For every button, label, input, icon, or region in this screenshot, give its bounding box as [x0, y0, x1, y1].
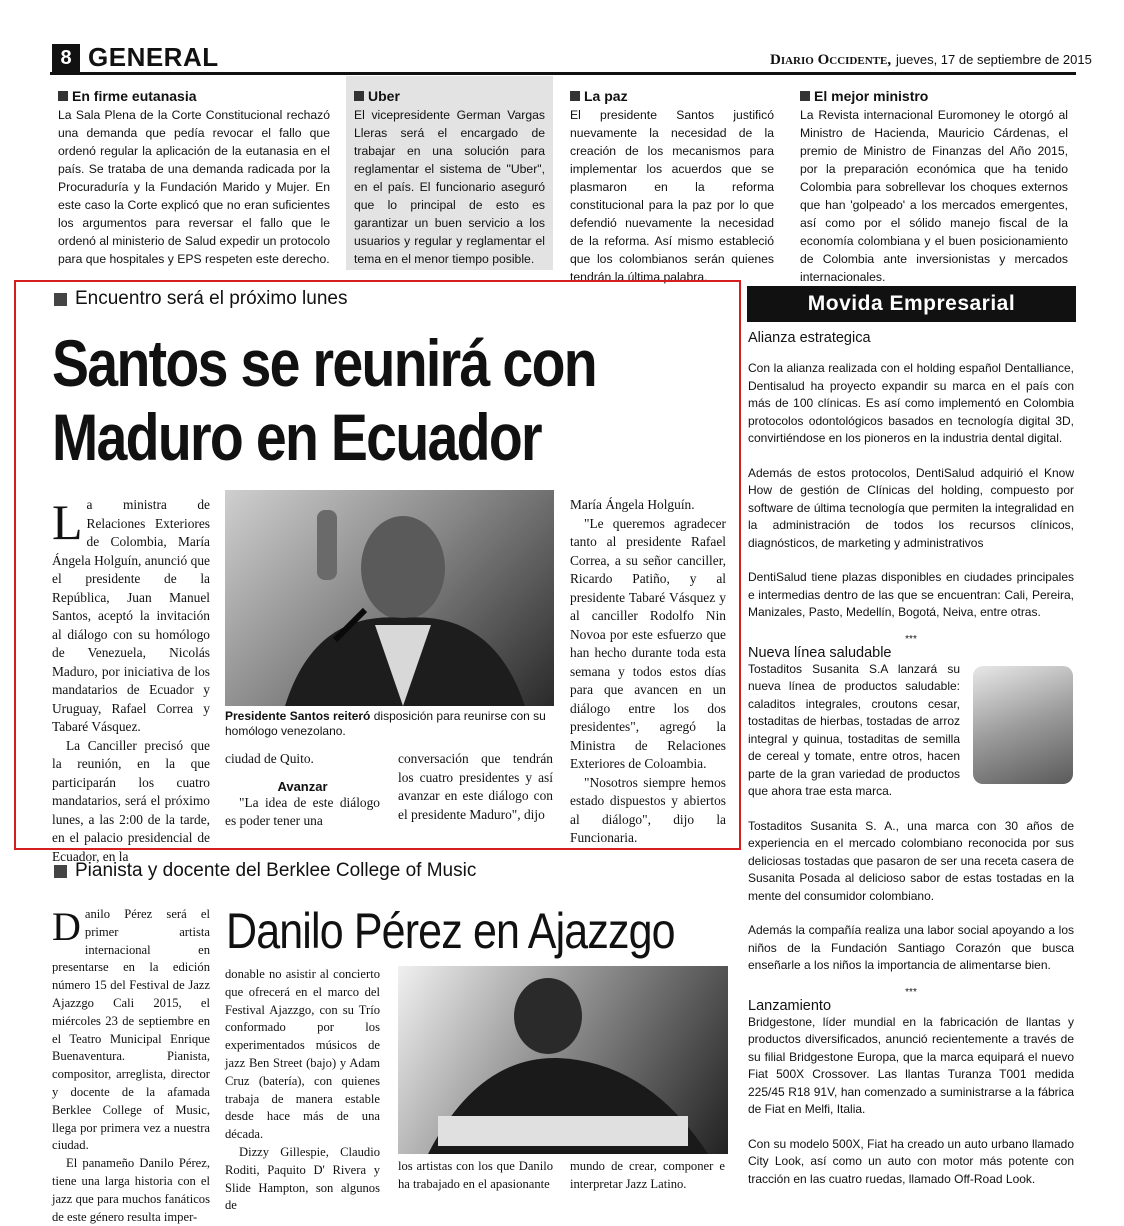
bullet-square-icon: [54, 293, 67, 306]
bullet-square-icon: [354, 91, 364, 101]
separator-stars: ***: [905, 633, 917, 645]
brief-mejor-ministro: [792, 76, 1076, 284]
bullet-square-icon: [800, 91, 810, 101]
newspaper-name: Diario Occidente,: [770, 52, 892, 68]
main-col-3: conversación que tendrán los cuatro presidentes y así avanzar en este diálogo con el presidente Maduro", dijo: [398, 751, 553, 822]
susanita-package-image: [973, 666, 1073, 784]
side-section-title: Movida Empresarial: [747, 286, 1076, 322]
brief-title: El mejor ministro: [814, 88, 929, 104]
bullet-square-icon: [570, 91, 580, 101]
side-heading: Nueva línea saludable: [748, 644, 892, 661]
drop-cap: L: [52, 494, 83, 550]
main-headline: Santos se reunirá con Maduro en Ecuador: [52, 326, 596, 474]
side-column: Alianza estrategica Con la alianza realizada con el holding español Dentalliance, Dentisalud ha proyecto expandir su marca en el país con más de 100 clínicas. Es así como implementó en Colombia protocolos odontológicos basados en tecnología digital 3D, convirtiéndose en los pioneros en la industria dental digital. Además de estos protocolos, DentiSalud adquirió el Know How de gestión de Clínicas del holding, compuesto por software de última tecnología que permiten la integralidad en la administración de todos los recursos clínicos, diagnósticos, de marketing y administrativos DentiSalud tiene plazas disponibles en ciudades principales e intermedias dentro de las que se encuentran: Cali, Pereira, Manizales, Pasto, Medellín, Bogotá, Neiva, entre otras. *** Nueva línea saludable Tostaditos Susanita S.A lanzará su nueva línea de productos saludable: caladitos integrales, croutons cesar, tostaditas de hierbas, tostadas de arroz integral y quinua, tostaditas de semilla de cereal y tomate, entre otros, hacen parte de la gran variedad de productos que ahora trae esta marca. Tostaditos Susanita S. A., una marca con 30 años de experiencia en el mercado colombiano reconocida por sus deliciosas tostadas que pasaron de ser una receta casera de Susanita Posada al delicioso sabor de estas tostadas en la mente del consumidor colombiano. Además la compañía realiza una labor social apoyando a los niños de la Fundación Santiago Corazón que busca enseñarle a los niños la importancia de alimentarse bien. *** Lanzamiento Bridgestone, líder mundial en la fabricación de llantas y productos diversificados, anunció recientemente a través de su filial Bridgestone Europa, que la marca equipará el nuevo Fiat 500X Crossover. Las llantas Turanza T001 medida 225/45 R18 91V, han comenzado a suministrarse a la fábrica de Fiat en Melfi, Italia. Con su modelo 500X, Fiat ha creado un auto urbano llamado City Look, así como un auto con motor más potente con tracción en las cuatro ruedas, llamado Off-Road Look.: [748, 330, 1074, 1186]
brief-uber: [346, 76, 553, 270]
santos-photo: [225, 490, 554, 706]
second-headline: Danilo Pérez en Ajazzgo: [226, 903, 675, 959]
second-col-2: donable no asistir al concierto que ofrecerá en el marco del Festival Ajazzgo, con su Trío conformado por los experimentados músicos de jazz Ben Street (bajo) y Adam Cruz (batería), con quienes trabaja de manera estable desde hace más de una década. Dizzy Gillespie, Claudio Roditi, Paquito D' Rivera y Slide Hampton, son algunos de: [225, 967, 380, 1213]
second-col-3: los artistas con los que Danilo ha trabajado en el apasionante: [398, 1159, 553, 1191]
section-title: GENERAL: [88, 42, 219, 72]
photo-caption: Presidente Santos reiteró disposición para reunirse con su homólogo venezolano.: [225, 709, 546, 738]
main-col-1: La ministra de Relaciones Exteriores de Colombia, María Ángela Holguín, anunció que el presidente de la República, Juan Manuel Santos, aceptó la invitación al diálogo con su homólogo de Venezuela, Nicolás Maduro, por iniciativa de los mandatarios de Ecuador y Uruguay, Rafael Correa y Tabaré Vásquez. La Canciller precisó que la reunión, en la que participarán los cuatro mandatarios, será el próximo lunes, a las 2:00 de la tarde, en el palacio presidencial de Ecuador, en la: [52, 494, 210, 864]
main-kicker: Encuentro será el próximo lunes: [54, 288, 347, 310]
santos-figure-icon: [225, 490, 554, 706]
pianist-figure-icon: [398, 966, 728, 1154]
header-rule: [50, 72, 1076, 75]
brief-title: En firme eutanasia: [72, 88, 197, 104]
brief-eutanasia: [50, 76, 338, 270]
second-col-1: Danilo Pérez será el primer artista internacional en presentarse en la edición número 15 del Festival de Jazz Ajazzgo Cali 2015, el miércoles 23 de septiembre en el Teatro Municipal Enrique Buenaventura. Pianista, compositor, arreglista, director y docente de la afamada Berklee College of Music, llega por primera vez a nuestra ciudad. El panameño Danilo Pérez, tiene una larga historia con el jazz que para muchos fanáticos de este género resulta imper-: [52, 904, 210, 1224]
page-number: 8: [52, 44, 80, 72]
bullet-square-icon: [54, 865, 67, 878]
brief-text: El vicepresidente German Vargas Lleras será el encargado de trabajar en una solución para reglamentar el sistema de "Uber", en el país. El funcionario aseguró que lo principal de esto es garantizar un buen servicio a los usuarios y regular y reglamentar el tema en el menor tiempo posible.: [354, 108, 545, 266]
brief-text: La Sala Plena de la Corte Constitucional rechazó una demanda que pedía revocar el fallo que ordenó regular la aplicación de la eutanasia en el país. Se trataba de una demanda radicada por la Procuraduría y la Fundación Marido y Mujer. En este caso la Corte explicó que no eran suficientes los argumentos para reversar el fallo que le ordenó al ministerio de Salud expedir un protocolo para que hospitales y EPS respeten este derecho.: [58, 108, 330, 266]
drop-cap: D: [52, 904, 81, 949]
brief-paz: [562, 76, 782, 284]
side-heading: Lanzamiento: [748, 997, 832, 1014]
second-kicker: Pianista y docente del Berklee College of Music: [54, 860, 476, 882]
second-col-4: mundo de crear, componer e interpretar Jazz Latino.: [570, 1159, 725, 1191]
danilo-perez-photo: [398, 966, 728, 1154]
subhead-avanzar: Avanzar: [277, 778, 328, 794]
brief-text: La Revista internacional Euromoney le otorgó al Ministro de Hacienda, Mauricio Cárdenas, el premio de Ministro de Finanzas del Año 2015, por la preparación económica que ha tenido Colombia para sobrellevar los choques externos que han 'golpeado' a los mercados emergentes, así como por el sólido manejo fiscal de la economía colombiana y el buen posicionamiento de Colombia ante inversionistas y mercados internacionales.: [800, 108, 1068, 284]
main-col-2: ciudad de Quito. Avanzar "La idea de este diálogo es poder tener una: [225, 751, 380, 828]
brief-title: Uber: [368, 88, 400, 104]
brief-title: La paz: [584, 88, 628, 104]
brief-text: El presidente Santos justificó nuevamente la necesidad de la creación de los mecanismos para implementar los acuerdos que se plasmaron en la reforma constitucional para la paz por lo que defendió nuevamente la necesidad de la reforma. Así mismo estableció que los colombianos serán quienes tendrán la última palabra.: [570, 108, 774, 284]
separator-stars: ***: [905, 986, 917, 998]
side-heading: Alianza estrategica: [748, 330, 871, 346]
issue-date: jueves, 17 de septiembre de 2015: [896, 52, 1092, 67]
bullet-square-icon: [58, 91, 68, 101]
main-col-4: María Ángela Holguín. "Le queremos agradecer tanto al presidente Rafael Correa, a su señor canciller, Ricardo Patiño, y al presidente Tabaré Vásquez y al canciller Rodolfo Nin Novoa por este esfuerzo que han hecho durante toda esta semana y todos estos días para que avancen en un diálogo entre los dos presidentes", agregó la Ministra de Relaciones Exteriores de Coloambia. "Nosotros siempre hemos estado dispuestos y abiertos al diálogo", dijo la Funcionaria.: [570, 497, 726, 845]
